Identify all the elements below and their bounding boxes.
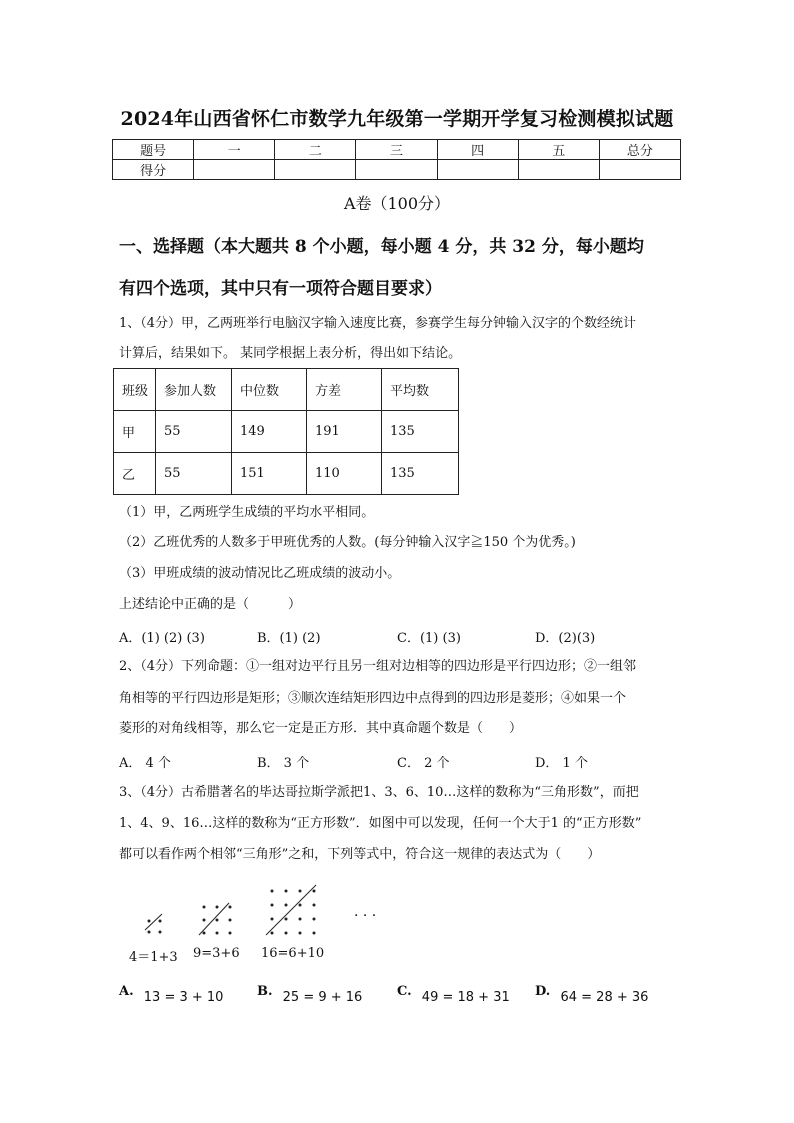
q3-option-d[interactable] bbox=[535, 984, 649, 1005]
dot-grid-9 bbox=[203, 906, 232, 935]
table-header-cell: 班级 bbox=[114, 369, 156, 411]
score-cell bbox=[194, 160, 275, 180]
q3-stem-line3: 都可以看作两个相邻“三角形”之和，下列等式中，符合这一规律的表达式为（ ） bbox=[119, 847, 601, 862]
score-header-cell: 四 bbox=[437, 140, 518, 160]
q3-stem-line1: 3、（4分）古希腊著名的毕达哥拉斯学派把1、3、6、10…这样的数称为“三角形数”，而把 bbox=[119, 785, 639, 800]
table-cell: 149 bbox=[232, 411, 307, 453]
score-header-cell: 五 bbox=[518, 140, 599, 160]
figure-caption: 4＝1+3 bbox=[129, 950, 178, 965]
diagonal-line bbox=[199, 903, 229, 935]
option-label: D. bbox=[535, 984, 551, 999]
q1-option-a[interactable]: A．(1) (2) (3) bbox=[119, 631, 205, 646]
q1-option-d[interactable]: D．(2)(3) bbox=[535, 631, 596, 646]
dot-grid-16 bbox=[271, 890, 316, 935]
q3-option-a[interactable] bbox=[119, 984, 224, 1005]
score-header-cell: 总分 bbox=[599, 140, 680, 160]
q1-stem-line2: 计算后，结果如下。 某同学根据上表分析，得出如下结论。 bbox=[119, 346, 462, 361]
score-table bbox=[112, 139, 681, 180]
table-row bbox=[114, 411, 459, 453]
option-label: C. bbox=[397, 984, 412, 999]
table-row bbox=[114, 369, 459, 411]
q2-stem-line2: 角相等的平行四边形是矩形；③顺次连结矩形四边中点得到的四边形是菱形；④如果一个 bbox=[119, 691, 627, 706]
option-expression: 25 = 9 + 16 bbox=[282, 990, 363, 1005]
q2-stem-line1: 2、（4分）下列命题：①一组对边平行且另一组对边相等的四边形是平行四边形；②一组邻 bbox=[119, 659, 637, 674]
q2-option-a[interactable]: A． 4 个 bbox=[119, 756, 171, 771]
figure-caption: 16=6+10 bbox=[261, 946, 325, 961]
table-cell: 151 bbox=[232, 453, 307, 495]
option-label: B. bbox=[257, 984, 273, 999]
dot-grid-4 bbox=[148, 920, 162, 934]
section-heading-line1: 一、选择题（本大题共 8 个小题，每小题 4 分，共 32 分，每小题均 bbox=[119, 237, 644, 257]
score-header-cell: 一 bbox=[194, 140, 275, 160]
table-header-cell: 参加人数 bbox=[156, 369, 232, 411]
table-cell: 110 bbox=[307, 453, 382, 495]
diagonal-line bbox=[266, 885, 316, 935]
score-cell bbox=[518, 160, 599, 180]
q1-option-b[interactable]: B．(1) (2) bbox=[257, 631, 321, 646]
option-expression: 13 = 3 + 10 bbox=[143, 990, 224, 1005]
q1-data-table bbox=[113, 368, 459, 495]
q3-option-b[interactable] bbox=[257, 984, 363, 1005]
table-cell: 135 bbox=[382, 453, 459, 495]
score-cell bbox=[356, 160, 437, 180]
q2-option-c[interactable]: C． 2 个 bbox=[397, 756, 450, 771]
option-expression: 64 = 28 + 36 bbox=[560, 990, 649, 1005]
diagonal-line bbox=[145, 914, 162, 930]
q2-stem-line3: 菱形的对角线相等，那么它一定是正方形．其中真命题个数是（ ） bbox=[119, 721, 523, 736]
exam-title: 2024年山西省怀仁市数学九年级第一学期开学复习检测模拟试题 bbox=[120, 108, 674, 130]
section-heading-line2: 有四个选项，其中只有一项符合题目要求） bbox=[119, 279, 442, 299]
score-row-label: 得分 bbox=[113, 160, 194, 180]
table-cell: 191 bbox=[307, 411, 382, 453]
score-cell bbox=[599, 160, 680, 180]
table-cell: 乙 bbox=[114, 453, 156, 495]
q1-conclusion-1: （1）甲，乙两班学生成绩的平均水平相同。 bbox=[119, 505, 375, 520]
q3-option-c[interactable] bbox=[397, 984, 510, 1005]
table-cell: 甲 bbox=[114, 411, 156, 453]
q2-options bbox=[119, 752, 689, 774]
figure-ellipsis: · · · bbox=[354, 908, 377, 924]
score-header-cell: 题号 bbox=[113, 140, 194, 160]
score-cell bbox=[437, 160, 518, 180]
score-cell bbox=[275, 160, 356, 180]
q1-stem-line1: 1、（4分）甲，乙两班举行电脑汉字输入速度比赛，参赛学生每分钟输入汉字的个数经统计 bbox=[119, 316, 637, 331]
score-header-cell: 二 bbox=[275, 140, 356, 160]
figure-caption: 9=3+6 bbox=[193, 946, 240, 961]
q1-options bbox=[119, 627, 689, 649]
score-table-score-row bbox=[113, 160, 681, 180]
option-expression: 49 = 18 + 31 bbox=[421, 990, 510, 1005]
score-header-cell: 三 bbox=[356, 140, 437, 160]
q1-conclusion-3: （3）甲班成绩的波动情况比乙班成绩的波动小。 bbox=[119, 566, 401, 581]
table-row bbox=[114, 453, 459, 495]
table-cell: 135 bbox=[382, 411, 459, 453]
q3-options bbox=[119, 984, 689, 1010]
table-header-cell: 方差 bbox=[307, 369, 382, 411]
table-header-cell: 平均数 bbox=[382, 369, 459, 411]
q1-conclusion-2: （2）乙班优秀的人数多于甲班优秀的人数。(每分钟输入汉字≧150 个为优秀。) bbox=[119, 535, 576, 550]
table-header-cell: 中位数 bbox=[232, 369, 307, 411]
q1-prompt: 上述结论中正确的是（ ） bbox=[119, 597, 302, 612]
option-label: A. bbox=[119, 984, 134, 999]
score-table-header-row bbox=[113, 140, 681, 160]
q2-option-d[interactable]: D． 1 个 bbox=[535, 756, 588, 771]
table-cell: 55 bbox=[156, 453, 232, 495]
table-cell: 55 bbox=[156, 411, 232, 453]
q2-option-b[interactable]: B． 3 个 bbox=[257, 756, 310, 771]
volume-heading: A卷（100分） bbox=[343, 194, 451, 213]
q3-stem-line2: 1、4、9、16…这样的数称为“正方形数”．如图中可以发现，任何一个大于1 的“正方形数” bbox=[119, 816, 642, 831]
q1-option-c[interactable]: C．(1) (3) bbox=[397, 631, 461, 646]
